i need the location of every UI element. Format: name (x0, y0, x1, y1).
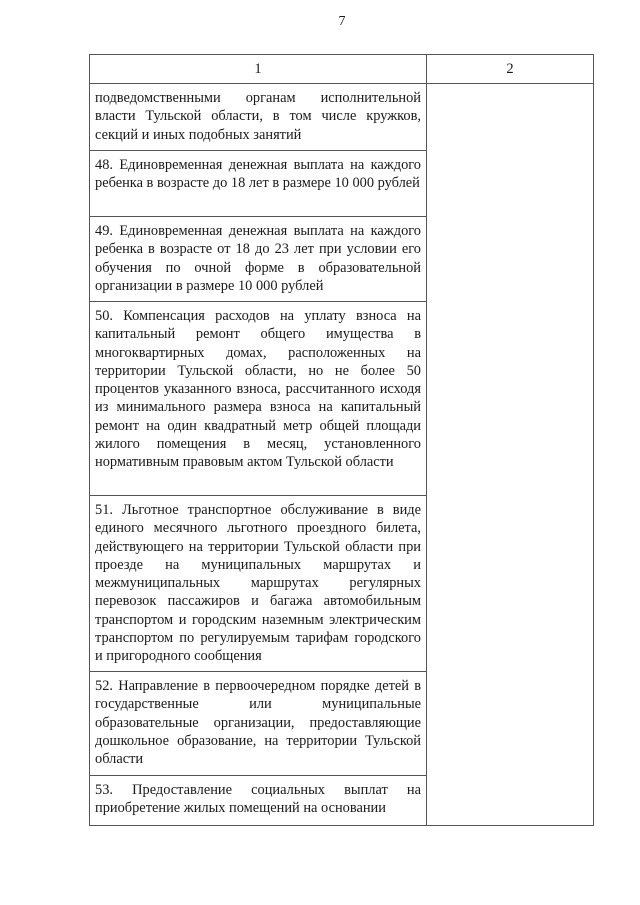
table-cell-description (90, 496, 427, 672)
table-cell-description (90, 217, 427, 302)
row-text-item-52: 52. Направление в первоочередном порядке детей в государственные или муниципальные образовательные организации, предоставляющие дошкольное образование, на территории Тульской области (95, 678, 421, 768)
table-cell-description (90, 672, 427, 776)
table-cell-description (90, 151, 427, 217)
table-header-row (90, 55, 594, 84)
table-cell-description (90, 776, 427, 826)
row-text-item-53: 53. Предоставление социальных выплат на приобретение жилых помещений на основании (95, 782, 421, 817)
row-text-item-48: 48. Единовременная денежная выплата на каждого ребенка в возрасте до 18 лет в размере 10 000 рублей (95, 157, 421, 192)
row-text-continuation: подведомственными органам исполнительной власти Тульской области, в том числе кружков, секций и иных подобных занятий (95, 90, 421, 143)
table-cell-description (90, 302, 427, 496)
benefits-table (89, 54, 594, 826)
column-header-1: 1 (90, 55, 427, 84)
row-text-item-49: 49. Единовременная денежная выплата на каждого ребенка в возрасте от 18 до 23 лет при условии его обучения по очной форме в образовательной организации в размере 10 000 рублей (95, 223, 421, 294)
table-row (90, 84, 594, 151)
row-text-item-51: 51. Льготное транспортное обслуживание в виде единого месячного льготного проездного билета, действующего на территории Тульской области при проезде на муниципальных маршрутах и межмуниципальных маршрутах регулярных перевозок пассажиров и багажа автомобильным транспортом и городским наземным электрическим транспортом по регулируемым тарифам городского и пригородного сообщения (95, 502, 421, 665)
row-text-item-50: 50. Компенсация расходов на уплату взноса на капитальный ремонт общего имущества в многоквартирных домах, расположенных на территории Тульской области, но не более 50 процентов указанного взноса, рассчитанного исходя из минимального размера взноса на капитальный ремонт на один квадратный метр общей площади жилого помещения в месяц, установленного нормативным правовым актом Тульской области (95, 308, 421, 471)
table-cell-column-2 (427, 84, 594, 826)
column-header-2: 2 (427, 55, 594, 84)
table-cell-description (90, 84, 427, 151)
page-number: 7 (338, 14, 346, 29)
